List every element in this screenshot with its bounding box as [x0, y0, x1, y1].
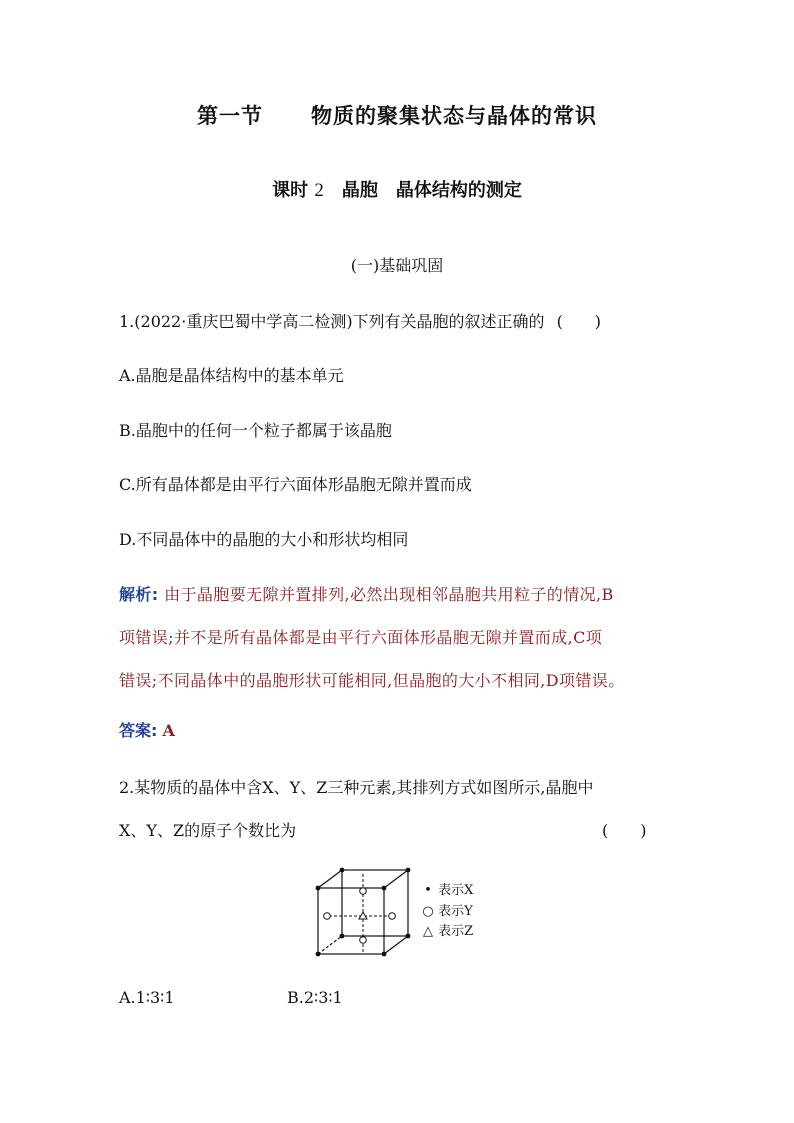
atom-x — [406, 934, 411, 939]
legend-text-y: 表示Y — [438, 904, 473, 919]
legend-text-x: 表示X — [438, 883, 474, 898]
legend-symbol-x: • — [424, 883, 432, 898]
cell-front-face — [318, 888, 384, 954]
legend-text-z: 表示Z — [438, 924, 474, 939]
question1-stem — [119, 309, 627, 332]
cell-edge — [318, 870, 342, 888]
lesson-number: 2 — [314, 180, 324, 201]
question2-stem-line1: 2.某物质的晶体中含X、Y、Z三种元素,其排列方式如图所示,晶胞中 — [119, 778, 594, 797]
cell-edge — [318, 936, 342, 954]
atom-y — [324, 913, 331, 920]
question1-option-b: B.晶胞中的任何一个粒子都属于该晶胞 — [119, 421, 392, 440]
legend-symbol-y: ○ — [422, 904, 434, 919]
crystal-cell-diagram — [310, 862, 420, 958]
lesson-topic-b: 晶体结构的测定 — [395, 180, 522, 201]
lesson-prefix: 课时 — [272, 180, 309, 201]
atom-x — [316, 952, 321, 957]
answer-value: A — [162, 721, 175, 740]
question2-stem-line2: X、Y、Z的原子个数比为 — [119, 821, 297, 840]
question1-answer — [119, 718, 175, 741]
cell-edge — [384, 936, 408, 954]
atom-x — [340, 868, 345, 873]
atom-x — [316, 886, 321, 891]
question1-stem-text: 1.(2022·重庆巴蜀中学高二检测)下列有关晶胞的叙述正确的 — [119, 312, 545, 331]
question1-option-d: D.不同晶体中的晶胞的大小和形状均相同 — [119, 530, 409, 549]
atom-x — [340, 934, 345, 939]
question2-answer-paren: ( ) — [602, 821, 647, 840]
atom-y — [389, 913, 396, 920]
question1-analysis-line2: 项错误;并不是所有晶体都是由平行六面体形晶胞无隙并置而成,C项 — [119, 628, 603, 647]
lesson-topic-a: 晶胞 — [341, 180, 378, 201]
question1-option-a: A.晶胞是晶体结构中的基本单元 — [119, 366, 344, 385]
lesson-title — [0, 176, 794, 202]
legend-x — [422, 879, 473, 898]
section-heading: (一)基础巩固 — [350, 256, 444, 275]
chapter-name: 物质的聚集状态与晶体的常识 — [311, 104, 597, 128]
legend-z — [422, 920, 473, 939]
answer-label: 答案: — [119, 721, 158, 740]
atom-x — [406, 868, 411, 873]
atom-x — [382, 886, 387, 891]
analysis-text-1: 由于晶胞要无隙并置排列,必然出现相邻晶胞共用粒子的情况,B — [164, 585, 614, 604]
question1-option-c: C.所有晶体都是由平行六面体形晶胞无隙并置而成 — [119, 475, 472, 494]
cell-back-face — [342, 870, 408, 936]
chapter-number: 第一节 — [197, 104, 263, 128]
cell-edge — [384, 870, 408, 888]
atom-x — [382, 952, 387, 957]
atom-y — [360, 888, 367, 895]
atom-y — [360, 937, 367, 944]
question2-option-a: A.1∶3∶1 — [119, 988, 175, 1007]
question1-analysis-line1 — [119, 582, 614, 605]
legend-y — [422, 900, 473, 919]
chapter-title — [0, 100, 794, 130]
question2-option-b: B.2∶3∶1 — [287, 988, 343, 1007]
analysis-label: 解析: — [119, 585, 159, 604]
question1-answer-paren: ( ) — [556, 312, 602, 331]
legend-symbol-z: △ — [423, 924, 433, 939]
question1-analysis-line3: 错误;不同晶体中的晶胞形状可能相同,但晶胞的大小不相同,D项错误。 — [119, 671, 625, 690]
